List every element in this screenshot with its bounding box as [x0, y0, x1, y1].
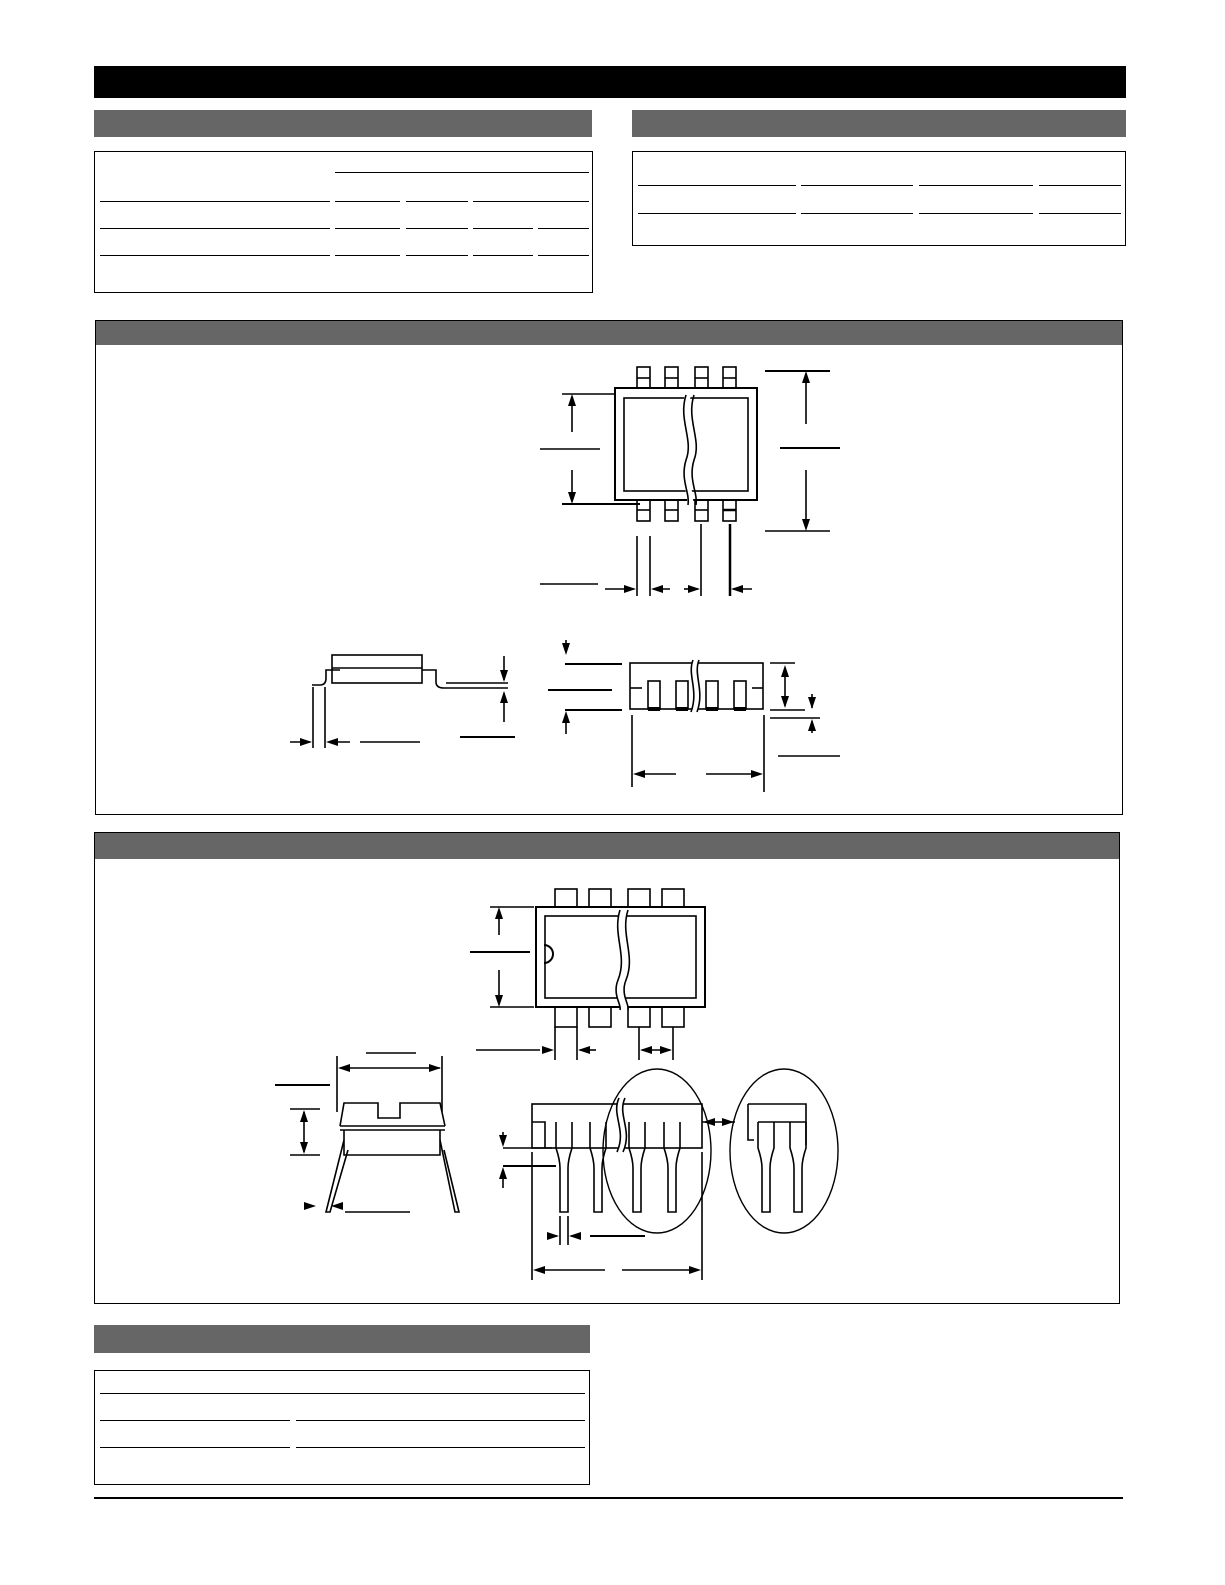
- table-rule: [100, 1393, 585, 1394]
- table-rule: [296, 1420, 585, 1421]
- section-header-bottom: [94, 1325, 590, 1353]
- table-rule: [296, 1447, 585, 1448]
- table-rule: [100, 1447, 290, 1448]
- table-bottom: [94, 1370, 590, 1485]
- footer-rule: [94, 1497, 1123, 1499]
- table-rule: [100, 1420, 290, 1421]
